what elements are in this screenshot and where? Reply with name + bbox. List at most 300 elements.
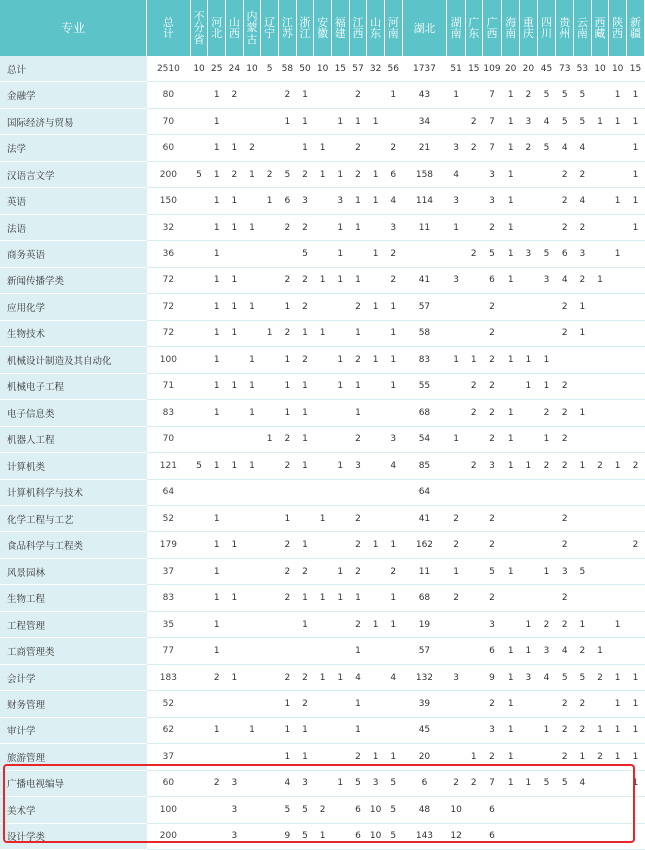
quota-cell	[520, 479, 538, 505]
quota-cell: 1	[296, 373, 314, 399]
quota-cell: 1	[226, 188, 244, 214]
quota-cell	[537, 744, 556, 770]
quota-cell: 32	[367, 56, 385, 82]
quota-cell: 3	[384, 214, 402, 240]
table-row	[0, 691, 645, 717]
quota-cell	[243, 744, 261, 770]
quota-cell: 5	[190, 453, 208, 479]
quota-cell	[314, 532, 332, 558]
quota-cell: 2	[384, 135, 402, 161]
quota-cell: 6	[349, 797, 367, 823]
quota-cell: 1	[627, 691, 645, 717]
table-row	[0, 638, 645, 664]
major-name-cell: 食品科学与工程类	[0, 532, 147, 558]
quota-cell: 56	[384, 56, 402, 82]
quota-cell: 1	[349, 214, 367, 240]
quota-cell: 2	[556, 453, 574, 479]
quota-cell: 1	[349, 267, 367, 293]
quota-cell: 5	[279, 161, 297, 187]
major-name-cell: 美术学	[0, 797, 147, 823]
column-header: 西藏	[591, 0, 609, 56]
quota-cell: 5	[296, 823, 314, 849]
quota-cell	[261, 532, 279, 558]
quota-cell: 1	[331, 453, 349, 479]
column-header: 河南	[384, 0, 402, 56]
quota-cell: 1	[314, 135, 332, 161]
quota-cell: 3	[447, 664, 466, 690]
quota-cell: 2	[482, 347, 502, 373]
quota-cell: 3	[226, 770, 244, 796]
major-name-cell: 法语	[0, 214, 147, 240]
quota-cell: 1	[208, 453, 226, 479]
quota-cell	[243, 770, 261, 796]
table-header	[0, 0, 645, 56]
quota-cell	[447, 373, 466, 399]
quota-cell	[190, 214, 208, 240]
quota-cell	[190, 638, 208, 664]
quota-cell: 7	[482, 770, 502, 796]
quota-cell: 1	[520, 453, 538, 479]
quota-cell: 1	[349, 373, 367, 399]
quota-cell	[520, 505, 538, 531]
quota-cell: 1	[314, 664, 332, 690]
quota-cell	[226, 505, 244, 531]
quota-cell: 1	[226, 373, 244, 399]
quota-cell: 1	[384, 320, 402, 346]
quota-cell: 2	[447, 770, 466, 796]
quota-cell: 1	[331, 161, 349, 187]
quota-cell: 60	[147, 135, 191, 161]
quota-cell	[190, 744, 208, 770]
quota-cell	[591, 294, 609, 320]
quota-cell: 2	[627, 532, 645, 558]
quota-cell: 34	[402, 108, 447, 134]
quota-cell	[627, 241, 645, 267]
quota-cell: 39	[402, 691, 447, 717]
quota-cell: 2	[556, 691, 574, 717]
quota-cell	[314, 770, 332, 796]
quota-cell: 2	[482, 505, 502, 531]
table-row	[0, 664, 645, 690]
major-name-cell: 计算机类	[0, 453, 147, 479]
table-row	[0, 214, 645, 240]
quota-cell: 3	[482, 453, 502, 479]
major-name-cell: 汉语言文学	[0, 161, 147, 187]
quota-cell: 2	[349, 558, 367, 584]
quota-cell	[591, 770, 609, 796]
quota-cell: 5	[296, 241, 314, 267]
quota-cell: 1	[296, 320, 314, 346]
quota-cell	[243, 638, 261, 664]
quota-cell: 58	[279, 56, 297, 82]
quota-cell: 15	[331, 56, 349, 82]
quota-cell: 1	[574, 453, 592, 479]
quota-cell: 1	[296, 400, 314, 426]
quota-cell: 1	[574, 294, 592, 320]
quota-cell	[609, 320, 627, 346]
quota-cell: 2	[349, 294, 367, 320]
quota-cell	[574, 797, 592, 823]
quota-cell	[574, 426, 592, 452]
quota-cell	[502, 373, 520, 399]
quota-cell	[243, 797, 261, 823]
quota-cell: 2	[384, 558, 402, 584]
quota-cell	[314, 453, 332, 479]
quota-cell	[190, 558, 208, 584]
quota-cell	[226, 426, 244, 452]
table-body	[0, 56, 645, 850]
quota-cell: 2	[296, 267, 314, 293]
quota-cell	[226, 400, 244, 426]
quota-cell: 1	[609, 82, 627, 108]
quota-cell: 1	[609, 241, 627, 267]
quota-cell: 1	[502, 135, 520, 161]
quota-cell: 5	[537, 241, 556, 267]
quota-cell: 1	[243, 453, 261, 479]
quota-cell	[261, 241, 279, 267]
quota-cell	[226, 691, 244, 717]
quota-cell	[520, 797, 538, 823]
quota-cell	[447, 108, 466, 134]
quota-cell	[190, 611, 208, 637]
quota-cell	[384, 691, 402, 717]
quota-cell	[574, 532, 592, 558]
table-row	[0, 717, 645, 743]
quota-cell: 72	[147, 294, 191, 320]
quota-cell: 1	[609, 108, 627, 134]
quota-cell: 2	[556, 214, 574, 240]
table-row	[0, 294, 645, 320]
table-row	[0, 797, 645, 823]
quota-cell	[465, 82, 482, 108]
quota-cell	[331, 797, 349, 823]
quota-cell: 1	[208, 188, 226, 214]
quota-cell: 3	[296, 188, 314, 214]
quota-cell: 1	[243, 373, 261, 399]
quota-cell	[609, 294, 627, 320]
quota-cell	[609, 505, 627, 531]
quota-cell: 1	[261, 320, 279, 346]
quota-cell: 53	[574, 56, 592, 82]
quota-cell: 2	[226, 161, 244, 187]
quota-cell: 1	[243, 214, 261, 240]
quota-cell	[367, 691, 385, 717]
quota-cell: 5	[279, 797, 297, 823]
quota-cell: 1	[279, 505, 297, 531]
quota-cell: 5	[537, 770, 556, 796]
quota-cell	[520, 558, 538, 584]
quota-cell: 68	[402, 585, 447, 611]
quota-cell	[261, 82, 279, 108]
quota-cell: 51	[447, 56, 466, 82]
quota-cell	[465, 585, 482, 611]
quota-cell: 1	[502, 400, 520, 426]
quota-cell: 1	[367, 108, 385, 134]
quota-cell: 2	[482, 585, 502, 611]
quota-cell	[537, 532, 556, 558]
quota-cell: 2	[482, 426, 502, 452]
quota-cell: 1	[349, 691, 367, 717]
major-name-cell: 英语	[0, 188, 147, 214]
quota-cell	[243, 426, 261, 452]
table-row	[0, 770, 645, 796]
quota-cell: 1	[279, 717, 297, 743]
quota-cell: 150	[147, 188, 191, 214]
quota-cell: 1	[296, 108, 314, 134]
quota-cell: 6	[402, 770, 447, 796]
quota-cell: 1	[537, 373, 556, 399]
quota-cell: 1	[243, 400, 261, 426]
quota-cell: 4	[556, 267, 574, 293]
major-name-cell: 应用化学	[0, 294, 147, 320]
quota-cell: 10	[447, 797, 466, 823]
quota-cell: 10	[609, 56, 627, 82]
quota-cell: 3	[520, 664, 538, 690]
quota-cell: 41	[402, 505, 447, 531]
quota-cell: 2	[591, 664, 609, 690]
quota-cell	[261, 770, 279, 796]
quota-cell: 2	[279, 664, 297, 690]
quota-cell: 5	[556, 108, 574, 134]
quota-cell	[314, 294, 332, 320]
quota-cell: 2	[591, 744, 609, 770]
column-header: 新疆	[627, 0, 645, 56]
table-row	[0, 744, 645, 770]
quota-cell	[190, 717, 208, 743]
quota-cell: 1	[384, 744, 402, 770]
quota-cell: 58	[402, 320, 447, 346]
quota-cell: 2	[384, 267, 402, 293]
quota-cell: 1	[349, 400, 367, 426]
quota-cell: 4	[384, 664, 402, 690]
quota-cell	[447, 294, 466, 320]
table-row	[0, 505, 645, 531]
quota-cell	[384, 638, 402, 664]
quota-cell: 2	[465, 373, 482, 399]
major-name-cell: 商务英语	[0, 241, 147, 267]
quota-cell	[261, 744, 279, 770]
quota-cell	[243, 188, 261, 214]
quota-cell: 4	[556, 135, 574, 161]
quota-cell: 1	[208, 717, 226, 743]
quota-cell: 1	[279, 400, 297, 426]
quota-cell	[190, 426, 208, 452]
quota-cell	[447, 400, 466, 426]
major-name-cell: 总计	[0, 56, 147, 82]
quota-cell: 1	[349, 108, 367, 134]
quota-cell	[465, 320, 482, 346]
quota-cell	[447, 691, 466, 717]
major-name-cell: 机器人工程	[0, 426, 147, 452]
quota-cell: 1	[609, 744, 627, 770]
quota-cell: 1	[226, 664, 244, 690]
table-row	[0, 267, 645, 293]
quota-cell	[367, 426, 385, 452]
quota-cell	[465, 214, 482, 240]
quota-cell: 72	[147, 267, 191, 293]
quota-cell: 4	[537, 108, 556, 134]
table-row	[0, 479, 645, 505]
quota-cell: 6	[482, 823, 502, 849]
quota-cell: 2	[279, 214, 297, 240]
quota-cell	[627, 558, 645, 584]
quota-cell: 1	[226, 320, 244, 346]
quota-cell: 72	[147, 320, 191, 346]
quota-cell: 2	[574, 161, 592, 187]
quota-cell	[331, 505, 349, 531]
quota-cell: 15	[465, 56, 482, 82]
column-header: 陕西	[609, 0, 627, 56]
quota-cell	[243, 532, 261, 558]
quota-cell: 85	[402, 453, 447, 479]
column-header: 不分省	[190, 0, 208, 56]
quota-cell: 10	[591, 56, 609, 82]
quota-cell	[190, 82, 208, 108]
quota-cell	[190, 691, 208, 717]
quota-cell	[574, 347, 592, 373]
quota-cell: 1	[627, 188, 645, 214]
quota-cell	[367, 373, 385, 399]
quota-cell: 3	[574, 241, 592, 267]
table-row	[0, 823, 645, 849]
quota-cell: 2	[556, 373, 574, 399]
quota-cell	[367, 585, 385, 611]
quota-cell	[296, 479, 314, 505]
quota-cell: 183	[147, 664, 191, 690]
quota-cell: 20	[520, 56, 538, 82]
quota-cell	[502, 479, 520, 505]
quota-cell	[384, 400, 402, 426]
quota-cell: 1	[502, 188, 520, 214]
column-header: 重庆	[520, 0, 538, 56]
column-header: 四川	[537, 0, 556, 56]
quota-cell	[402, 241, 447, 267]
quota-cell: 70	[147, 108, 191, 134]
major-name-cell: 工商管理类	[0, 638, 147, 664]
quota-cell: 1	[520, 347, 538, 373]
quota-cell: 2	[349, 744, 367, 770]
quota-cell	[591, 400, 609, 426]
quota-cell	[243, 611, 261, 637]
table-row	[0, 373, 645, 399]
quota-cell: 2	[465, 770, 482, 796]
quota-cell: 1	[502, 717, 520, 743]
quota-cell	[261, 214, 279, 240]
column-header: 湖北	[402, 0, 447, 56]
quota-cell: 68	[402, 400, 447, 426]
quota-cell	[465, 611, 482, 637]
quota-cell: 1	[609, 664, 627, 690]
quota-cell	[556, 347, 574, 373]
quota-cell: 3	[537, 638, 556, 664]
quota-cell: 2	[465, 108, 482, 134]
quota-cell	[261, 638, 279, 664]
quota-cell	[482, 479, 502, 505]
quota-cell: 3	[367, 770, 385, 796]
quota-cell	[261, 294, 279, 320]
quota-cell: 2	[349, 532, 367, 558]
quota-cell	[261, 717, 279, 743]
quota-cell	[208, 691, 226, 717]
quota-cell: 1	[384, 294, 402, 320]
quota-cell	[384, 717, 402, 743]
quota-cell	[447, 744, 466, 770]
quota-cell: 1	[349, 717, 367, 743]
quota-cell	[465, 558, 482, 584]
quota-cell	[331, 691, 349, 717]
quota-cell	[465, 188, 482, 214]
quota-cell	[226, 717, 244, 743]
column-header: 福建	[331, 0, 349, 56]
quota-cell	[190, 108, 208, 134]
quota-cell	[447, 638, 466, 664]
quota-cell	[447, 453, 466, 479]
quota-cell: 3	[349, 453, 367, 479]
quota-cell	[367, 717, 385, 743]
quota-cell: 200	[147, 823, 191, 849]
quota-cell: 32	[147, 214, 191, 240]
major-name-cell: 财务管理	[0, 691, 147, 717]
quota-cell	[502, 532, 520, 558]
quota-cell: 132	[402, 664, 447, 690]
quota-cell: 2	[447, 585, 466, 611]
quota-cell	[367, 214, 385, 240]
table-row	[0, 558, 645, 584]
quota-cell: 5	[384, 797, 402, 823]
quota-cell: 35	[147, 611, 191, 637]
quota-cell: 1	[465, 744, 482, 770]
quota-cell: 1	[447, 214, 466, 240]
quota-cell	[314, 214, 332, 240]
major-name-cell: 国际经济与贸易	[0, 108, 147, 134]
major-name-cell: 生物技术	[0, 320, 147, 346]
quota-cell: 1	[314, 585, 332, 611]
quota-cell: 1	[279, 294, 297, 320]
column-header: 山东	[367, 0, 385, 56]
quota-cell: 36	[147, 241, 191, 267]
quota-cell	[384, 505, 402, 531]
quota-cell: 60	[147, 770, 191, 796]
quota-cell: 5	[482, 558, 502, 584]
quota-cell: 1	[331, 214, 349, 240]
quota-cell: 25	[208, 56, 226, 82]
column-header: 江西	[349, 0, 367, 56]
quota-cell	[502, 823, 520, 849]
quota-cell	[331, 611, 349, 637]
quota-cell	[226, 744, 244, 770]
quota-cell: 21	[402, 135, 447, 161]
quota-cell: 24	[226, 56, 244, 82]
quota-cell: 1	[208, 347, 226, 373]
quota-cell: 1	[591, 717, 609, 743]
quota-cell: 5	[556, 664, 574, 690]
table-row	[0, 241, 645, 267]
quota-cell	[331, 294, 349, 320]
quota-cell: 15	[627, 56, 645, 82]
quota-cell: 3	[482, 161, 502, 187]
quota-cell	[591, 241, 609, 267]
quota-cell	[367, 320, 385, 346]
quota-cell: 2	[482, 320, 502, 346]
quota-cell	[502, 797, 520, 823]
quota-cell: 2	[574, 214, 592, 240]
quota-cell: 1	[226, 267, 244, 293]
quota-cell: 4	[384, 188, 402, 214]
quota-cell	[243, 664, 261, 690]
quota-cell: 2	[349, 611, 367, 637]
quota-cell	[537, 161, 556, 187]
quota-cell: 45	[402, 717, 447, 743]
